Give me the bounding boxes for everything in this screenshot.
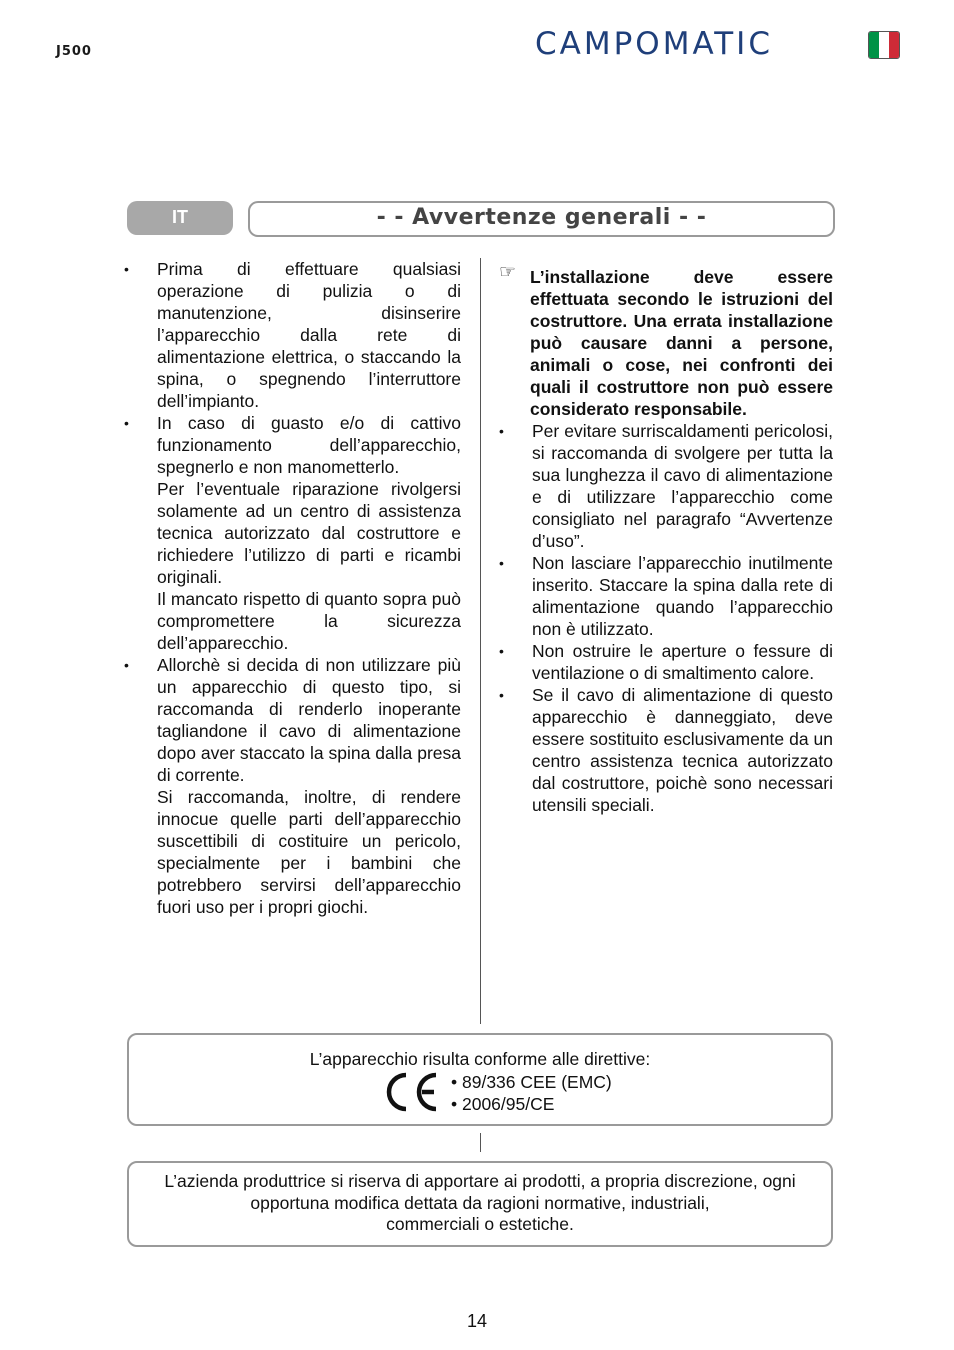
bullet-icon: •	[499, 423, 504, 439]
brand-logo	[535, 26, 899, 62]
left-column	[120, 258, 461, 918]
paragraph: Il mancato rispetto di quanto sopra può compromettere la sicurezza dell’apparecchio.	[157, 589, 461, 653]
directive-item: • 2006/95/CE	[451, 1094, 555, 1114]
section-title: - - Avvertenze generali - -	[376, 205, 707, 230]
bullet-icon: •	[499, 643, 504, 659]
disclaimer-line: commerciali o estetiche.	[386, 1214, 574, 1234]
flag-white-stripe	[879, 32, 889, 58]
language-badge: IT	[127, 201, 233, 235]
flag-green-stripe	[869, 32, 879, 58]
list-item	[120, 412, 461, 654]
list-item	[495, 684, 833, 816]
bullet-icon: •	[499, 687, 504, 703]
bullet-icon: •	[499, 555, 504, 571]
column-divider	[480, 258, 481, 1024]
bullet-icon: •	[124, 657, 129, 673]
directive-list	[451, 1071, 612, 1115]
list-item	[495, 420, 833, 552]
warning-note	[495, 262, 833, 420]
italian-flag-icon	[868, 31, 900, 59]
list-item	[495, 552, 833, 640]
conformity-box	[127, 1033, 833, 1126]
paragraph: In caso di guasto e/o di cattivo funzionamento dell’apparecchio, spegnerlo e non manometterlo.	[157, 413, 461, 477]
directive-item: • 89/336 CEE (EMC)	[451, 1072, 612, 1092]
list-item	[120, 654, 461, 918]
paragraph: Non lasciare l’apparecchio inutilmente inserito. Staccare la spina dalla rete di alimentazione quando l’apparecchio non è utilizzato.	[532, 553, 833, 639]
disclaimer-text	[129, 1163, 831, 1236]
logo-text: CAMPOMATIC	[535, 26, 773, 62]
model-label: J500	[56, 44, 92, 59]
ce-mark-icon	[381, 1069, 441, 1115]
paragraph: Per evitare surriscaldamenti pericolosi, si raccomanda di svolgere per tutta la sua lunghezza il cavo di alimentazione e di utilizzare l’apparecchio come consigliato nel paragrafo “Avvertenze d’uso”.	[532, 421, 833, 551]
flag-red-stripe	[889, 32, 899, 58]
disclaimer-line: opportuna modifica dettata da ragioni normative, industriali,	[250, 1192, 710, 1213]
separator-tick	[480, 1133, 481, 1152]
pointing-hand-icon: ☞	[499, 262, 517, 283]
list-item	[120, 258, 461, 412]
right-column	[495, 258, 833, 816]
paragraph: Non ostruire le aperture o fessure di ventilazione o di smaltimento calore.	[532, 641, 833, 683]
bullet-icon: •	[124, 415, 129, 431]
section-title-box	[248, 201, 835, 237]
paragraph: Se il cavo di alimentazione di questo apparecchio è danneggiato, deve essere sostituito esclusivamente da un centro assistenza tecnica autorizzato dal costruttore, poichè sono necessari utensili speciali.	[532, 685, 833, 815]
disclaimer-box	[127, 1161, 833, 1247]
page-number: 14	[466, 1311, 488, 1331]
conformity-intro: L’apparecchio risulta conforme alle direttive:	[309, 1049, 651, 1069]
list-item	[495, 640, 833, 684]
warning-text: L’installazione deve essere effettuata secondo le istruzioni del costruttore. Una errata installazione può causare danni a persone, animali o cose, nei confronti dei quali il costruttore non può essere considerato responsabile.	[530, 267, 833, 419]
paragraph: Allorchè si decida di non utilizzare più un apparecchio di questo tipo, si raccomanda di renderlo inoperante tagliandone il cavo di alimentazione dopo aver staccato la spina dalla presa di corrente.	[157, 655, 461, 785]
disclaimer-line: L’azienda produttrice si riserva di apportare ai prodotti, a propria discrezione, ogni	[164, 1171, 796, 1191]
paragraph: Per l’eventuale riparazione rivolgersi solamente ad un centro di assistenza tecnica autorizzato dal costruttore e richiedere l’utilizzo di parti e ricambi originali.	[157, 479, 461, 587]
paragraph: Si raccomanda, inoltre, di rendere innocue quelle parti dell’apparecchio suscettibili di costituire un pericolo, specialmente per i bambini che potrebbero servirsi dell’apparecchio fuori uso per i propri giochi.	[157, 787, 461, 917]
bullet-icon: •	[124, 261, 129, 277]
paragraph: Prima di effettuare qualsiasi operazione di pulizia o di manutenzione, disinserire l’apparecchio dalla rete di alimentazione elettrica, o staccando la spina, o spegnendo l’interruttore dell’impianto.	[157, 259, 461, 411]
